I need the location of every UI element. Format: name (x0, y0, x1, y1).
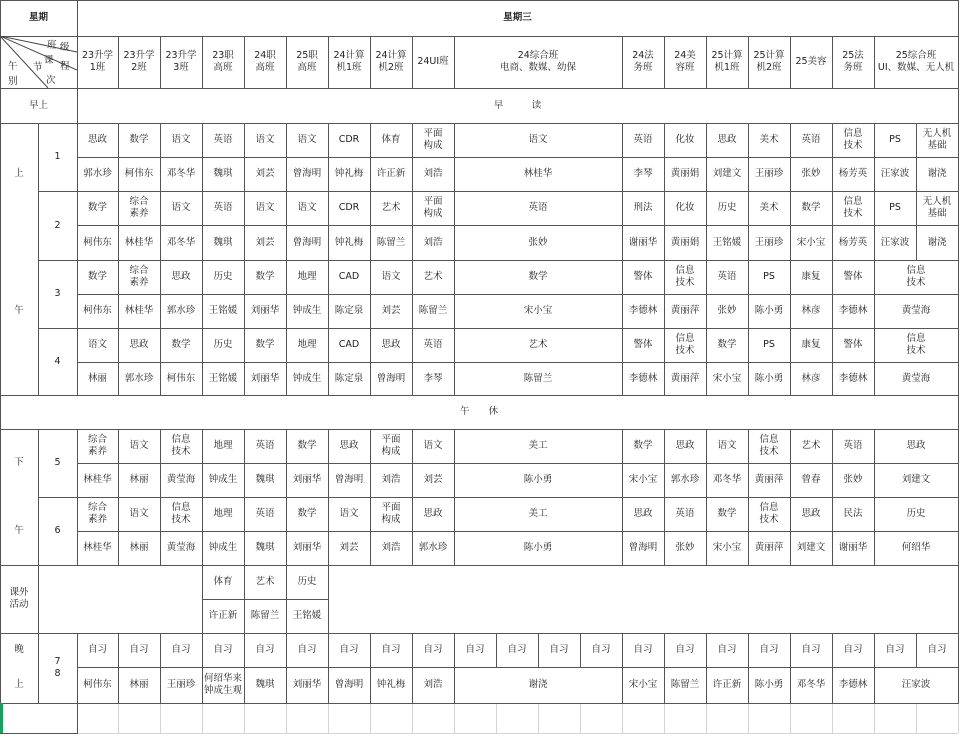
r4-cell-10: 谢丽华 (628, 236, 658, 248)
r6-cell-9: 宋小宝 (523, 305, 553, 317)
r5-cell-1: 综合 素养 (129, 265, 149, 288)
r9-cell-8: 语文 (423, 440, 443, 452)
r4-cell-14: 宋小宝 (796, 236, 826, 248)
e1-cell-16: 自习 (759, 644, 779, 656)
e2-cell-5: 刘丽华 (292, 679, 322, 691)
r2-cell-4: 刘芸 (255, 168, 275, 180)
r2-cell-14: 张妙 (801, 168, 821, 180)
r7-cell-15: 警体 (843, 339, 863, 351)
e2-cell-11: 陈留兰 (670, 679, 700, 691)
class-header-7: 24计算 机2班 (375, 50, 407, 73)
class-header-0: 23升学 1班 (81, 50, 114, 73)
r10-cell-4: 魏琪 (255, 474, 275, 486)
r5-cell-2: 思政 (171, 271, 191, 283)
r7-cell-3: 历史 (213, 339, 233, 351)
r11-cell-13: 信息 技术 (759, 502, 779, 525)
r11-cell-16: 历史 (906, 508, 926, 520)
r12-cell-10: 曾海明 (628, 542, 658, 554)
eve-label-2: 上 (14, 679, 24, 691)
r11-cell-15: 民法 (843, 508, 863, 520)
r7-cell-10: 警体 (633, 339, 653, 351)
r7-cell-11: 信息 技术 (675, 333, 695, 356)
e1-cell-17: 自习 (801, 644, 821, 656)
r12-cell-9: 陈小勇 (523, 542, 553, 554)
r12-cell-5: 刘丽华 (292, 542, 322, 554)
e1-cell-15: 自习 (717, 644, 737, 656)
e1-cell-13: 自习 (633, 644, 653, 656)
noon-break: 午 休 (459, 406, 498, 418)
e1-cell-11: 自习 (549, 644, 569, 656)
r12-cell-8: 郭水珍 (418, 542, 448, 554)
r1-cell-5: 语文 (297, 134, 317, 146)
e2-cell-6: 曾海明 (334, 679, 364, 691)
r5-cell-5: 地理 (297, 271, 317, 283)
r12-cell-16: 何绍华 (901, 542, 931, 554)
r8-cell-14: 林彦 (801, 372, 821, 384)
ex1-cell-0: 体育 (213, 576, 233, 588)
r9-cell-15: 英语 (843, 440, 863, 452)
r1-cell-3: 英语 (213, 134, 233, 146)
period-78: 7 8 (54, 656, 61, 679)
r2-cell-16: 汪家波 (880, 168, 910, 180)
r4-cell-4: 刘芸 (255, 236, 275, 248)
r5-cell-9: 数学 (528, 271, 548, 283)
class-header-6: 24计算 机1班 (333, 50, 365, 73)
r3-cell-9: 英语 (528, 202, 548, 214)
r11-cell-10: 思政 (633, 508, 653, 520)
r9-cell-2: 信息 技术 (171, 434, 191, 457)
r3-cell-17: 无人机 基础 (922, 196, 952, 219)
r3-cell-10: 刑法 (633, 202, 653, 214)
e2-cell-9: 谢浇 (528, 679, 548, 691)
e1-cell-14: 自习 (675, 644, 695, 656)
r4-cell-7: 陈留兰 (376, 236, 406, 248)
r2-cell-6: 钟礼梅 (334, 168, 364, 180)
r2-cell-10: 李琴 (633, 168, 653, 180)
r4-cell-0: 柯伟东 (83, 236, 112, 248)
r8-cell-5: 钟成生 (292, 372, 322, 384)
r2-cell-15: 杨芳英 (838, 168, 868, 180)
r1-cell-14: 英语 (801, 134, 821, 146)
r3-cell-8: 平面 构成 (423, 196, 443, 219)
r4-cell-15: 杨芳英 (838, 236, 868, 248)
class-header-10: 24法 务班 (632, 50, 654, 73)
e2-cell-15: 李德林 (838, 679, 868, 691)
r6-cell-8: 陈留兰 (418, 305, 448, 317)
r1-cell-15: 信息 技术 (843, 128, 863, 151)
r10-cell-13: 黄丽萍 (754, 474, 784, 486)
morning-label: 早上 (28, 99, 48, 111)
r12-cell-3: 钟成生 (208, 542, 238, 554)
r3-cell-1: 综合 素养 (129, 196, 149, 219)
r12-cell-1: 林丽 (129, 542, 149, 554)
r1-cell-7: 体育 (381, 134, 401, 146)
r4-cell-5: 曾海明 (292, 236, 322, 248)
corner-ban: 班 (47, 40, 57, 51)
r1-cell-0: 思政 (87, 134, 107, 146)
r7-cell-5: 地理 (297, 339, 317, 351)
ex2-cell-1: 陈留兰 (250, 610, 280, 622)
r5-cell-15: 警体 (843, 271, 863, 283)
e1-cell-3: 自习 (213, 644, 233, 656)
class-header-5: 25职 高班 (296, 50, 318, 73)
class-header-13: 25计算 机2班 (753, 50, 785, 73)
r11-cell-9: 美工 (528, 508, 548, 520)
class-header-3: 23职 高班 (212, 50, 234, 73)
e2-cell-12: 许正新 (712, 679, 742, 691)
class-header-15: 25法 务班 (842, 50, 864, 73)
r11-cell-6: 语文 (339, 508, 359, 520)
r10-cell-5: 刘丽华 (292, 474, 322, 486)
pm-label-1: 下 (14, 457, 24, 469)
e2-cell-1: 林丽 (129, 679, 149, 691)
r11-cell-11: 英语 (675, 508, 695, 520)
r8-cell-12: 宋小宝 (712, 372, 742, 384)
class-header-1: 23升学 2班 (123, 50, 155, 73)
r10-cell-10: 宋小宝 (628, 474, 658, 486)
r2-cell-12: 刘建文 (712, 168, 742, 180)
r10-cell-7: 刘浩 (381, 474, 401, 486)
r3-cell-14: 数学 (801, 202, 821, 214)
r7-cell-7: 思政 (381, 339, 401, 351)
e1-cell-0: 自习 (87, 644, 107, 656)
r5-cell-4: 数学 (255, 271, 275, 283)
r10-cell-1: 林丽 (129, 474, 149, 486)
ex2-cell-0: 许正新 (208, 610, 238, 622)
r7-cell-2: 数学 (171, 339, 191, 351)
r11-cell-0: 综合 素养 (87, 502, 107, 525)
e2-cell-14: 邓冬华 (796, 679, 826, 691)
r10-cell-14: 曾春 (801, 474, 821, 486)
period-6: 6 (54, 525, 61, 537)
r5-cell-12: 英语 (717, 271, 737, 283)
r8-cell-4: 刘丽华 (250, 372, 280, 384)
r5-cell-0: 数学 (87, 271, 107, 283)
corner-wu: 午 (8, 61, 18, 72)
class-header-9: 24综合班 电商、数媒、幼保 (499, 50, 576, 73)
r9-cell-9: 美工 (528, 440, 548, 452)
r9-cell-3: 地理 (213, 440, 233, 452)
r7-cell-0: 语文 (87, 339, 107, 351)
r6-cell-14: 林彦 (801, 305, 821, 317)
extra-label: 课外 活动 (9, 587, 29, 610)
r6-cell-7: 刘芸 (381, 305, 401, 317)
r2-cell-5: 曾海明 (292, 168, 322, 180)
r10-cell-9: 陈小勇 (523, 474, 553, 486)
r3-cell-6: CDR (338, 202, 360, 214)
corner-jie: 节 (33, 62, 43, 73)
e1-cell-12: 自习 (591, 644, 611, 656)
e1-cell-18: 自习 (843, 644, 863, 656)
r5-cell-7: 语文 (381, 271, 401, 283)
r10-cell-8: 刘芸 (423, 474, 443, 486)
r5-cell-13: PS (763, 271, 775, 283)
r6-cell-12: 张妙 (717, 305, 737, 317)
e1-cell-8: 自习 (423, 644, 443, 656)
r4-cell-6: 钟礼梅 (334, 236, 364, 248)
sheet-edge-marker (0, 703, 3, 733)
r2-cell-11: 黄丽娟 (670, 168, 700, 180)
r11-cell-5: 数学 (297, 508, 317, 520)
r12-cell-14: 刘建文 (796, 542, 826, 554)
r8-cell-6: 陈定泉 (334, 372, 364, 384)
r1-cell-4: 语文 (255, 134, 275, 146)
r1-cell-10: 英语 (633, 134, 653, 146)
r10-cell-16: 刘建文 (901, 474, 931, 486)
r12-cell-7: 刘浩 (381, 542, 401, 554)
period-3: 3 (54, 288, 61, 300)
r4-cell-3: 魏琪 (213, 236, 233, 248)
r11-cell-14: 思政 (801, 508, 821, 520)
eve-label-1: 晚 (14, 644, 24, 656)
r9-cell-1: 语文 (129, 440, 149, 452)
r11-cell-12: 数学 (717, 508, 737, 520)
r8-cell-10: 李德林 (628, 372, 658, 384)
e2-cell-8: 刘浩 (423, 679, 443, 691)
class-header-2: 23升学 3班 (165, 50, 197, 73)
r5-cell-16: 信息 技术 (906, 265, 926, 288)
r1-cell-17: 无人机 基础 (922, 128, 952, 151)
e1-cell-9: 自习 (465, 644, 485, 656)
corner-cheng: 程 (60, 61, 70, 72)
r9-cell-16: 思政 (906, 440, 926, 452)
r2-cell-8: 刘浩 (423, 168, 443, 180)
r6-cell-11: 黄丽萍 (670, 305, 700, 317)
r3-cell-2: 语文 (171, 202, 191, 214)
r1-cell-6: CDR (338, 134, 360, 146)
pm-label-2: 午 (14, 525, 24, 537)
r10-cell-3: 钟成生 (208, 474, 238, 486)
r6-cell-5: 钟成生 (292, 305, 322, 317)
r8-cell-7: 曾海明 (376, 372, 406, 384)
r11-cell-1: 语文 (129, 508, 149, 520)
r5-cell-14: 康复 (801, 271, 821, 283)
r10-cell-15: 张妙 (843, 474, 863, 486)
period-4: 4 (54, 355, 61, 367)
r8-cell-1: 郭水珍 (124, 372, 154, 384)
r12-cell-11: 张妙 (675, 542, 695, 554)
r6-cell-1: 林桂华 (124, 305, 154, 317)
r2-cell-13: 王丽珍 (754, 168, 784, 180)
r7-cell-8: 英语 (423, 339, 443, 351)
r4-cell-1: 林桂华 (124, 236, 154, 248)
corner-bie: 别 (8, 76, 18, 87)
r12-cell-2: 黄莹海 (166, 542, 196, 554)
e2-cell-13: 陈小勇 (754, 679, 784, 691)
r3-cell-4: 语文 (255, 202, 275, 214)
r1-cell-16: PS (889, 134, 901, 146)
r5-cell-8: 艺术 (423, 271, 443, 283)
class-header-8: 24UI班 (417, 56, 449, 68)
r12-cell-12: 宋小宝 (712, 542, 742, 554)
r8-cell-15: 李德林 (838, 372, 868, 384)
r5-cell-3: 历史 (213, 271, 233, 283)
r9-cell-4: 英语 (255, 440, 275, 452)
morning-read: 早 读 (493, 99, 542, 111)
r2-cell-3: 魏琪 (213, 168, 233, 180)
r9-cell-7: 平面 构成 (381, 434, 401, 457)
r12-cell-6: 刘芸 (339, 542, 359, 554)
r6-cell-3: 王铭媛 (208, 305, 238, 317)
r6-cell-4: 刘丽华 (250, 305, 280, 317)
r8-cell-16: 黄莹海 (901, 372, 931, 384)
period-2: 2 (54, 219, 61, 231)
e1-cell-19: 自习 (885, 644, 905, 656)
r4-cell-2: 邓冬华 (166, 236, 196, 248)
r8-cell-8: 李琴 (423, 372, 443, 384)
r2-cell-1: 柯伟东 (124, 168, 154, 180)
e1-cell-10: 自习 (507, 644, 527, 656)
r9-cell-13: 信息 技术 (759, 434, 779, 457)
e1-cell-6: 自习 (339, 644, 359, 656)
class-header-4: 24职 高班 (254, 50, 276, 73)
r8-cell-2: 柯伟东 (166, 372, 196, 384)
ex2-cell-2: 王铭媛 (292, 610, 322, 622)
e1-cell-1: 自习 (129, 644, 149, 656)
e2-cell-7: 钟礼梅 (376, 679, 406, 691)
r4-cell-12: 王铭媛 (712, 236, 742, 248)
r8-cell-9: 陈留兰 (523, 372, 553, 384)
r8-cell-3: 王铭媛 (208, 372, 238, 384)
r10-cell-0: 林桂华 (83, 474, 112, 486)
r10-cell-12: 邓冬华 (712, 474, 742, 486)
corner-ke: 课 (44, 55, 54, 66)
r6-cell-2: 郭水珍 (166, 305, 196, 317)
ex1-cell-2: 历史 (297, 576, 317, 588)
r7-cell-14: 康复 (801, 339, 821, 351)
r10-cell-11: 郭水珍 (670, 474, 700, 486)
r8-cell-11: 黄丽萍 (670, 372, 700, 384)
r12-cell-0: 林桂华 (83, 542, 112, 554)
r3-cell-16: PS (889, 202, 901, 214)
r2-cell-0: 郭水珍 (83, 168, 112, 180)
r7-cell-16: 信息 技术 (906, 333, 926, 356)
r1-cell-11: 化妆 (675, 134, 695, 146)
header-day: 星期三 (503, 12, 532, 24)
r3-cell-12: 历史 (717, 202, 737, 214)
e1-cell-7: 自习 (381, 644, 401, 656)
r3-cell-11: 化妆 (675, 202, 695, 214)
r6-cell-13: 陈小勇 (754, 305, 784, 317)
r4-cell-16: 汪家波 (880, 236, 910, 248)
r10-cell-2: 黄莹海 (166, 474, 196, 486)
r9-cell-10: 数学 (633, 440, 653, 452)
e1-cell-20: 自习 (927, 644, 947, 656)
r11-cell-7: 平面 构成 (381, 502, 401, 525)
header-week: 星期 (28, 12, 48, 24)
ex1-cell-1: 艺术 (255, 576, 275, 588)
r3-cell-3: 英语 (213, 202, 233, 214)
r8-cell-13: 陈小勇 (754, 372, 784, 384)
am-label-2: 午 (14, 305, 24, 317)
r9-cell-14: 艺术 (801, 440, 821, 452)
r2-cell-9: 林桂华 (523, 168, 553, 180)
corner-header (0, 36, 77, 88)
r5-cell-11: 信息 技术 (675, 265, 695, 288)
r12-cell-15: 谢丽华 (838, 542, 868, 554)
r9-cell-5: 数学 (297, 440, 317, 452)
r7-cell-13: PS (763, 339, 775, 351)
am-label-1: 上 (14, 168, 24, 180)
r11-cell-3: 地理 (213, 508, 233, 520)
r1-cell-8: 平面 构成 (423, 128, 443, 151)
r3-cell-13: 美术 (759, 202, 779, 214)
r12-cell-4: 魏琪 (255, 542, 275, 554)
r1-cell-13: 美术 (759, 134, 779, 146)
r7-cell-12: 数学 (717, 339, 737, 351)
r4-cell-11: 黄丽娟 (670, 236, 700, 248)
period-1: 1 (54, 151, 61, 163)
class-header-12: 25计算 机1班 (711, 50, 743, 73)
r4-cell-13: 王丽珍 (754, 236, 784, 248)
r6-cell-6: 陈定泉 (334, 305, 364, 317)
r8-cell-0: 林丽 (87, 372, 107, 384)
r1-cell-12: 思政 (717, 134, 737, 146)
e2-cell-0: 柯伟东 (83, 679, 112, 691)
class-header-16: 25综合班 UI、数媒、无人机 (877, 50, 955, 73)
r6-cell-10: 李德林 (628, 305, 658, 317)
r7-cell-1: 思政 (129, 339, 149, 351)
corner-ci: 次 (46, 75, 56, 86)
r7-cell-4: 数学 (255, 339, 275, 351)
period-5: 5 (54, 457, 61, 469)
e1-cell-2: 自习 (171, 644, 191, 656)
r11-cell-8: 思政 (423, 508, 443, 520)
e2-cell-3: 何绍华来 钟成生观 (203, 673, 242, 696)
class-header-11: 24美 容班 (674, 50, 696, 73)
r5-cell-10: 警体 (633, 271, 653, 283)
r6-cell-15: 李德林 (838, 305, 868, 317)
e1-cell-5: 自习 (297, 644, 317, 656)
r2-cell-2: 邓冬华 (166, 168, 196, 180)
e2-cell-10: 宋小宝 (628, 679, 658, 691)
r2-cell-17: 谢浇 (927, 168, 947, 180)
r2-cell-7: 许正新 (376, 168, 406, 180)
r4-cell-8: 刘浩 (423, 236, 443, 248)
r7-cell-9: 艺术 (528, 339, 548, 351)
corner-ji: 级 (60, 42, 70, 53)
r4-cell-9: 张妙 (528, 236, 548, 248)
r7-cell-6: CAD (338, 339, 360, 351)
e1-cell-4: 自习 (255, 644, 275, 656)
e2-cell-16: 汪家波 (901, 679, 931, 691)
r12-cell-13: 黄丽萍 (754, 542, 784, 554)
r5-cell-6: CAD (338, 271, 360, 283)
r6-cell-16: 黄莹海 (901, 305, 931, 317)
r9-cell-11: 思政 (675, 440, 695, 452)
class-header-14: 25美容 (795, 56, 827, 68)
r1-cell-9: 语文 (528, 134, 548, 146)
r3-cell-0: 数学 (87, 202, 107, 214)
e2-cell-4: 魏琪 (255, 679, 275, 691)
r3-cell-5: 语文 (297, 202, 317, 214)
r3-cell-7: 艺术 (381, 202, 401, 214)
r11-cell-4: 英语 (255, 508, 275, 520)
r3-cell-15: 信息 技术 (843, 196, 863, 219)
r10-cell-6: 曾海明 (334, 474, 364, 486)
r1-cell-2: 语文 (171, 134, 191, 146)
r4-cell-17: 谢浇 (927, 236, 947, 248)
e2-cell-2: 王丽珍 (166, 679, 196, 691)
r1-cell-1: 数学 (129, 134, 149, 146)
r9-cell-6: 思政 (339, 440, 359, 452)
r11-cell-2: 信息 技术 (171, 502, 191, 525)
r9-cell-0: 综合 素养 (87, 434, 107, 457)
r6-cell-0: 柯伟东 (83, 305, 112, 317)
r9-cell-12: 语文 (717, 440, 737, 452)
